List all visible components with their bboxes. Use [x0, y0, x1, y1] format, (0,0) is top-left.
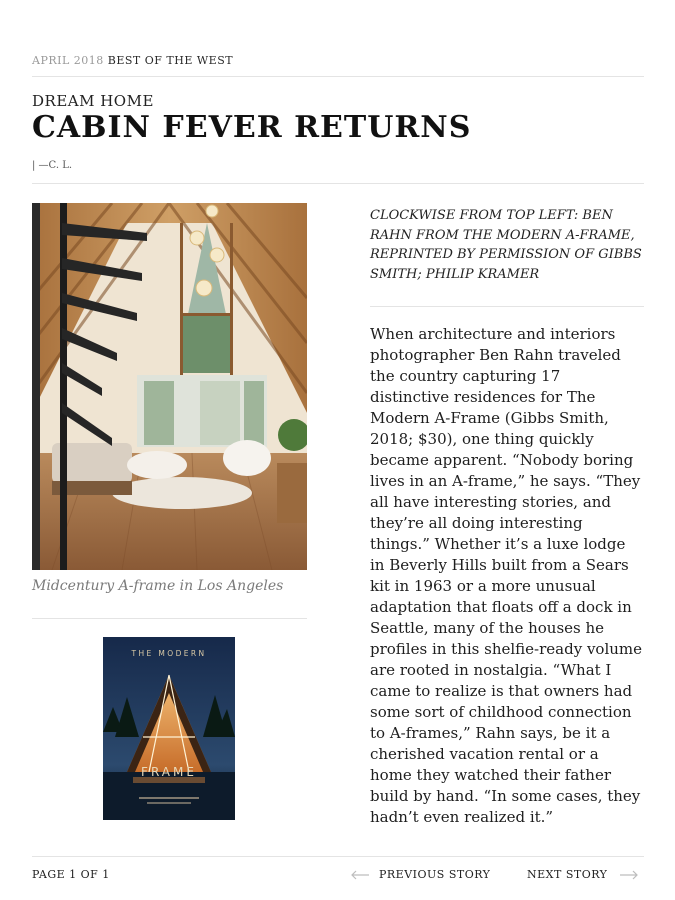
previous-story-button[interactable] [350, 868, 490, 881]
previous-story-label: PREVIOUS STORY [379, 868, 491, 881]
article-rubric: DREAM HOME [32, 92, 154, 110]
arrow-right-icon [619, 870, 639, 880]
book-cover-image[interactable] [103, 637, 235, 820]
book-title-top: THE MODERN [131, 649, 207, 658]
next-story-button[interactable] [527, 868, 639, 881]
next-story-label: NEXT STORY [527, 868, 608, 881]
image-caption: Midcentury A-frame in Los Angeles [32, 578, 284, 594]
arrow-left-icon [350, 870, 370, 880]
divider [32, 76, 644, 77]
book-title-bottom: FRAME [141, 765, 197, 779]
issue-date: APRIL 2018 [32, 54, 104, 67]
photo-credit: CLOCKWISE FROM TOP LEFT: BEN RAHN FROM THE MODERN A-FRAME, REPRINTED BY PERMISSION OF GIBBS SMITH; PHILIP KRAMER [370, 208, 642, 282]
divider [32, 618, 307, 619]
page-indicator: PAGE 1 OF 1 [32, 868, 110, 881]
article-byline: | —C. L. [32, 160, 73, 171]
a-frame-interior-photo [32, 203, 307, 570]
issue-header [32, 54, 233, 67]
section-name: BEST OF THE WEST [107, 54, 234, 67]
divider [32, 856, 644, 857]
article-body: When architecture and interiors photographer Ben Rahn traveled the country capturing 17 distinctive residences for The Modern A-Frame (Gibbs Smith, 2018; $30), one thing quickly became apparent. “Nobody boring lives in an A-frame,” he says. “They all have interesting stories, and they’re all doing interesting things.” Whether it’s a luxe lodge in Beverly Hills built from a Sears kit in 1963 or a more unusual adaptation that floats off a dock in Seattle, many of the houses he profiles in this shelfie-ready volume are rooted in nostalgia. “What I came to realize is that owners had some sort of childhood connection to A-frames,” Rahn says, be it a cherished vacation rental or a home they watched their father build by hand. “In some cases, they hadn’t even realized it.” [370, 325, 643, 826]
divider [370, 306, 644, 307]
divider [32, 183, 644, 184]
article-headline: CABIN FEVER RETURNS [32, 110, 472, 145]
